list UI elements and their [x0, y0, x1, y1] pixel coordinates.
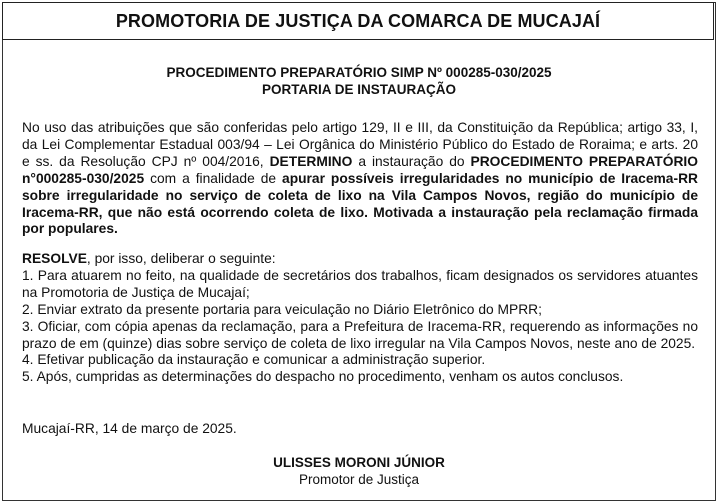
signatory-name: ULISSES MORONI JÚNIOR	[273, 455, 445, 470]
resolve-item-5: 5. Após, cumpridas as determinações do despacho no procedimento, venham os autos conclusos.	[22, 369, 624, 385]
resolve-item-3: 3. Oficiar, com cópia apenas da reclamação, para a Prefeitura de Iracema-RR, requerendo as informações no prazo de em (quinze) dias sobre serviço de coleta de lixo irregular na Vila Campos Novos, neste ano de 2025.	[22, 318, 698, 351]
intro-text-1: No uso das atribuições que são conferidas pelo artigo 129, II e III, da Constituição da República; artigo 33, I, da Lei Complementar Estadual 003/94 – Lei Orgânica do Ministério Público do Estado de Roraima; e arts. 20 e ss. da Resolução CPJ nº 004/2016,	[22, 120, 698, 169]
resolve-lead: , por isso, deliberar o seguinte:	[86, 251, 276, 266]
intro-text-3: com a finalidade de	[144, 170, 283, 186]
resolve-item-1: 1. Para atuarem no feito, na qualidade de secretários dos trabalhos, ficam designados os servidores atuantes na Promotoria de Justiça de Mucajaí;	[22, 267, 698, 300]
resolve-item-4: 4. Efetivar publicação da instauração e comunicar a administração superior.	[22, 352, 486, 368]
date-line: Mucajaí-RR, 14 de março de 2025.	[22, 421, 237, 436]
resolve-section	[22, 251, 698, 386]
determino-keyword: DETERMINO	[269, 153, 353, 169]
header-box	[2, 2, 714, 40]
purpose-text: apurar possíveis irregularidades no município de Iracema-RR sobre irregularidade no serviço de coleta de lixo na Vila Campos Novos, região do município de Iracema-RR, que não está ocorrendo coleta de lixo. Motivada a instauração pela reclamação firmada por populares.	[22, 170, 698, 237]
procedure-reference: PROCEDIMENTO PREPARATÓRIO n°000285-030/2025	[22, 153, 698, 186]
office-title: PROMOTORIA DE JUSTIÇA DA COMARCA DE MUCAJAÍ	[115, 10, 601, 31]
intro-paragraph	[22, 120, 698, 238]
resolve-heading	[22, 251, 276, 266]
intro-text-2: a instauração do	[352, 153, 471, 169]
resolve-item-2: 2. Enviar extrato da presente portaria para veiculação no Diário Eletrônico do MPRR;	[22, 301, 542, 317]
resolve-keyword: RESOLVE	[22, 251, 87, 266]
procedure-title: PROCEDIMENTO PREPARATÓRIO SIMP Nº 000285-030/2025	[166, 65, 552, 80]
signatory-role: Promotor de Justiça	[298, 472, 420, 487]
portaria-title: PORTARIA DE INSTAURAÇÃO	[262, 82, 456, 97]
